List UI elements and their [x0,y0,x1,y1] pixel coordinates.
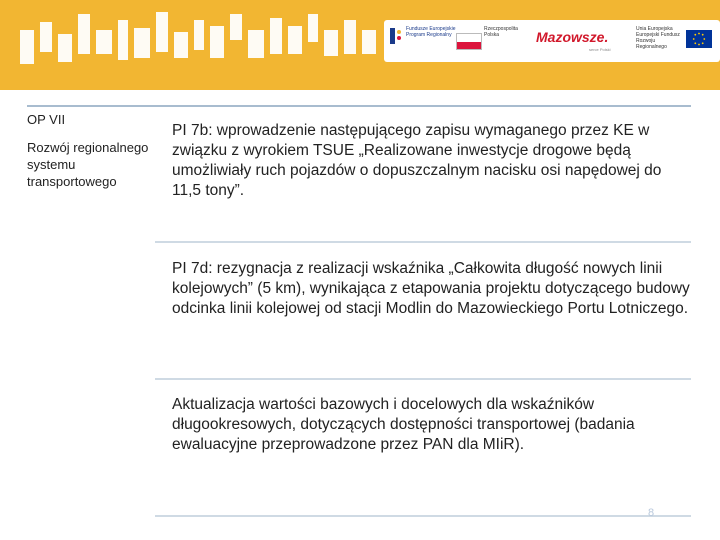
left-column [27,112,152,190]
page-number: 8 [648,507,655,519]
header-banner [0,0,720,90]
content-item-2: PI 7d: rezygnacja z realizacji wskaźnika „Całkowita długość nowych linii kolejowych” (5 km), wynikająca z etapowania projektu dotyczącego budowy odcinka linii kolejowej od stacji Modlin do Mazowieckiego Portu Lotniczego. [172,260,690,317]
eu-flag-icon [686,30,712,48]
content-item-1: PI 7b: wprowadzenie następującego zapisu wymaganego przez KE w związku z wyrokiem TSUE „Realizowane inwestycje drogowe będą umożliwiały ruch pojazdów o dopuszczalnym nacisku osi napędowej do 11,5 tony”. [172,122,662,199]
fundusze-europejskie-logo-text: Fundusze Europejskie Program Regionalny [406,26,456,38]
logo-bar [384,20,720,62]
priority-axis-name: Rozwój regionalnego systemu transportowego [27,140,149,189]
unia-europejska-logo-text: Unia Europejska Europejski Fundusz Rozwoju Regionalnego [636,26,680,50]
poland-flag-icon [456,33,482,50]
mazowsze-tagline: serce Polski [589,47,611,52]
row-divider-1 [155,241,691,243]
row-divider-3 [155,515,691,517]
fundusze-europejskie-icon [390,28,402,44]
mazowsze-logo-text: Mazowsze. [536,29,609,45]
content-item-3: Aktualizacja wartości bazowych i docelowych dla wskaźników długookresowych, dotyczących dostępności transportowej (badania ewaluacyjne przeprowadzone przez PAN dla MIiR). [172,396,635,453]
top-divider [27,105,691,107]
rzeczpospolita-polska-logo-text: Rzeczpospolita Polska [484,26,518,38]
priority-axis-title: OP VII [27,112,66,127]
row-divider-2 [155,378,691,380]
